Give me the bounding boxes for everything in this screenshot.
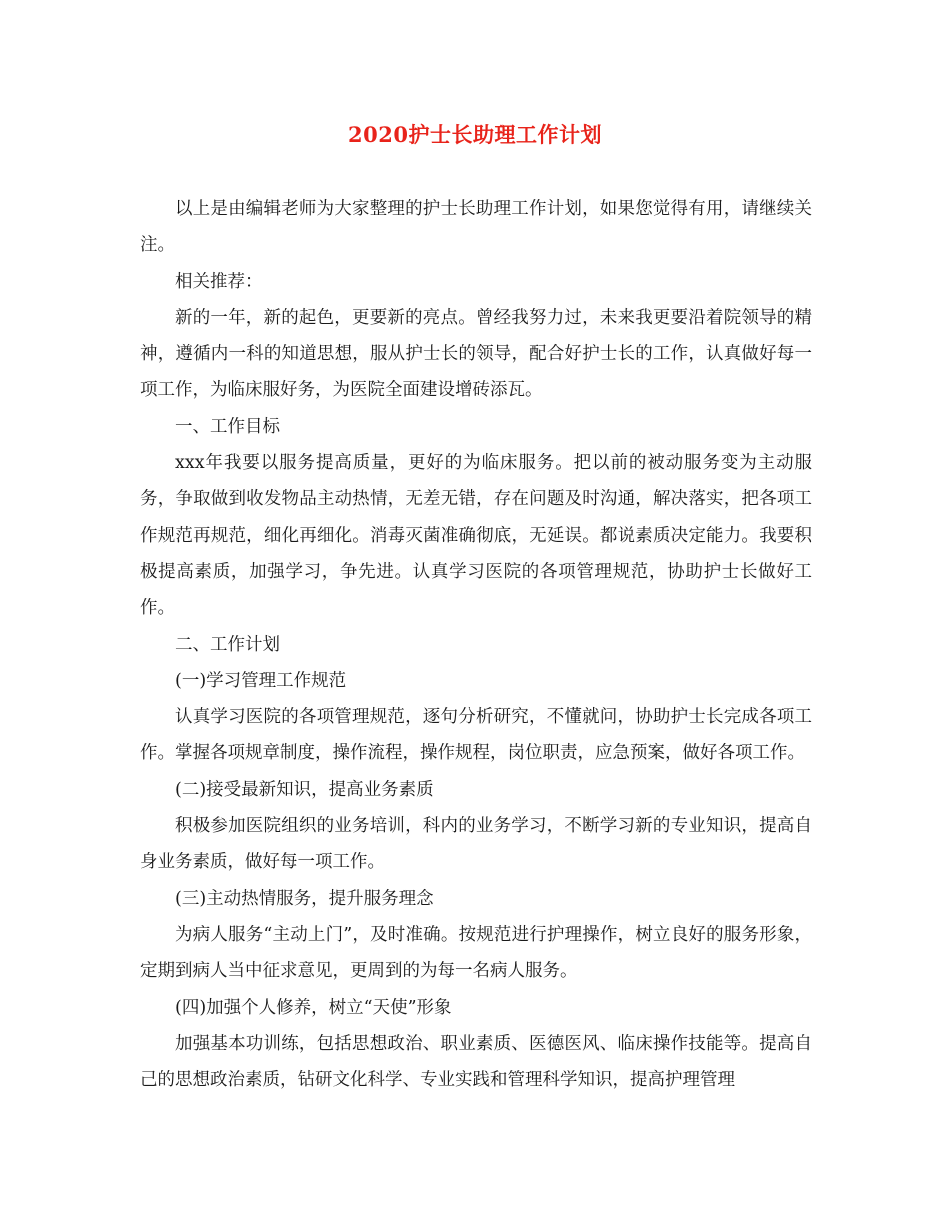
subheading-1: (一)学习管理工作规范 [175,670,347,691]
paragraph-related: 相关推荐： [175,271,263,292]
paragraph-work-goal: xxx年我要以服务提高质量，更好的为临床服务。把以前的被动服务变为主动服务，争取做到收发物品主动热情，无差无错，存在问题及时沟通，解决落实，把各项工作规范再规范，细化再细化。消毒灭菌准确彻底，无延误。都说素质决定能力。我要积极提高素质，加强学习，争先进。认真学习医院的各项管理规范，协助护士长做好工作。 [140,453,812,619]
paragraph-preface: 新的一年，新的起色，更要新的亮点。曾经我努力过，未来我更要沿着院领导的精神，遵循内一科的知道思想，服从护士长的领导，配合好护士长的工作，认真做好每一项工作，为临床服好务，为医院全面建设增砖添瓦。 [140,307,812,401]
paragraph-3: 为病人服务“主动上门”，及时准确。按规范进行护理操作，树立良好的服务形象，定期到病人当中征求意见，更周到的为每一名病人服务。 [140,924,812,982]
paragraph-4: 加强基本功训练，包括思想政治、职业素质、医德医风、临床操作技能等。提高自己的思想政治素质，钻研文化科学、专业实践和管理科学知识，提高护理管理 [140,1033,812,1091]
subheading-3: (三)主动热情服务，提升服务理念 [175,888,434,909]
subheading-2: (二)接受最新知识，提高业务素质 [175,779,434,800]
paragraph-intro: 以上是由编辑老师为大家整理的护士长助理工作计划，如果您觉得有用，请继续关注。 [140,199,812,256]
document-body [140,191,812,1098]
subheading-4: (四)加强个人修养，树立“天使”形象 [175,997,452,1018]
heading-work-plan: 二、工作计划 [175,634,280,655]
heading-work-goal: 一、工作目标 [175,416,280,437]
paragraph-2: 积极参加医院组织的业务培训，科内的业务学习，不断学习新的专业知识，提高自身业务素质，做好每一项工作。 [140,816,812,873]
paragraph-1: 认真学习医院的各项管理规范，逐句分析研究，不懂就问，协助护士长完成各项工作。掌握各项规章制度，操作流程，操作规程，岗位职责，应急预案，做好各项工作。 [140,707,812,764]
document-title: 2020护士长助理工作计划 [348,122,602,147]
